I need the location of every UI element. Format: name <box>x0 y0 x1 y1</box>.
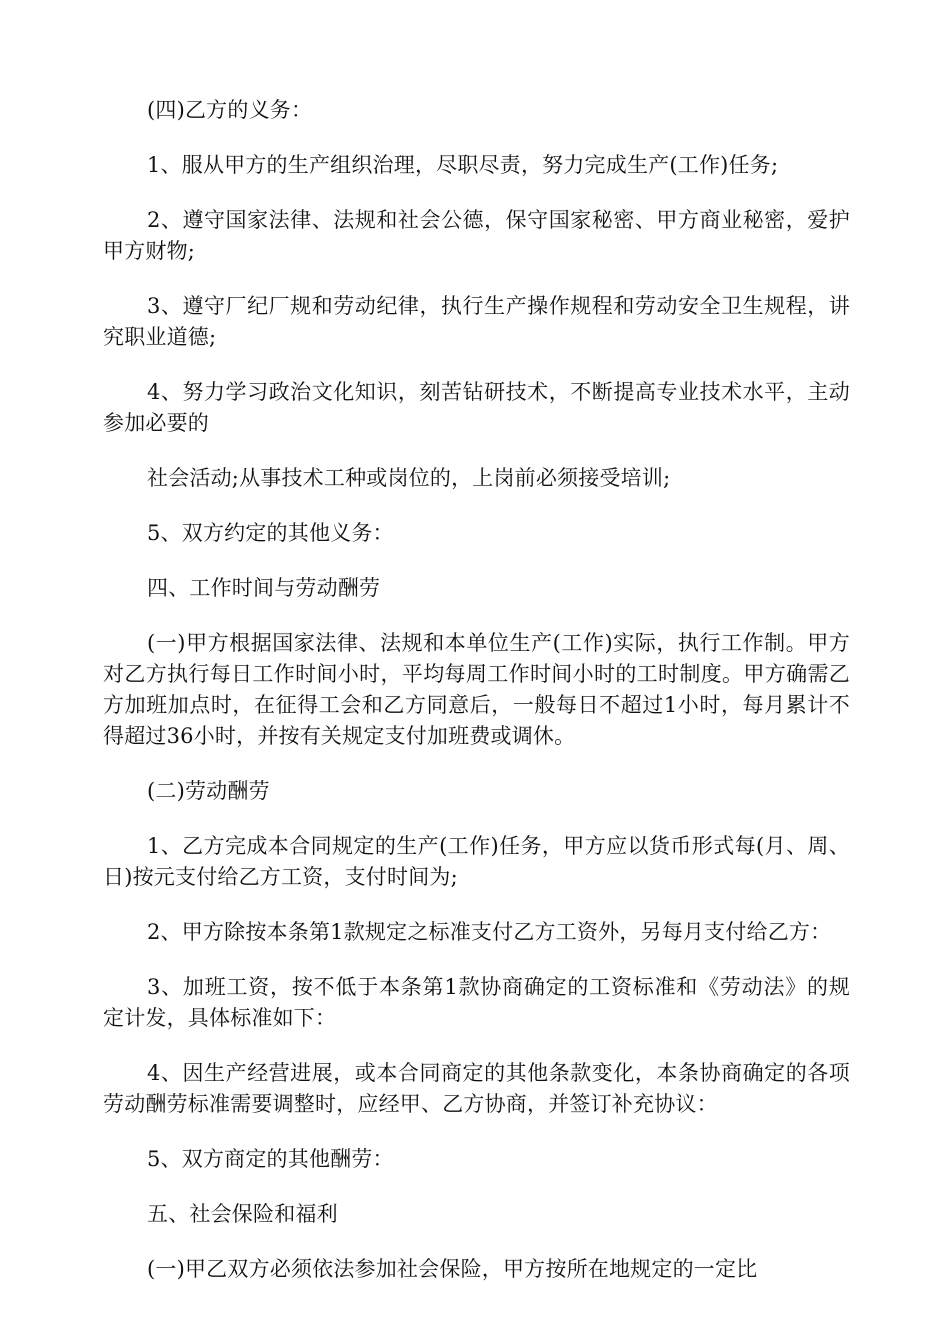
paragraph-yifang-obligations-heading: (四)乙方的义务： <box>147 98 313 122</box>
paragraph-social-insurance-1: (一)甲乙双方必须依法参加社会保险，甲方按所在地规定的一定比 <box>147 1257 758 1281</box>
document-page <box>103 95 850 1309</box>
paragraph-work-time: (一)甲方根据国家法律、法规和本单位生产(工作)实际，执行工作制。甲方对乙方执行每日工作时间小时，平均每周工作时间小时的工时制度。甲方确需乙方加班加点时，在征得工会和乙方同意后，一般每日不超过1小时，每月累计不得超过36小时，并按有关规定支付加班费或调休。 <box>103 631 850 748</box>
paragraph-pay-2: 2、甲方除按本条第1款规定之标准支付乙方工资外，另每月支付给乙方： <box>147 920 832 944</box>
subheading-labor-pay: (二)劳动酬劳 <box>147 779 270 803</box>
paragraph-obligation-2: 2、遵守国家法律、法规和社会公德，保守国家秘密、甲方商业秘密，爱护甲方财物; <box>103 208 850 263</box>
paragraph-obligation-3: 3、遵守厂纪厂规和劳动纪律，执行生产操作规程和劳动安全卫生规程，讲究职业道德; <box>103 294 850 349</box>
section-heading-social-insurance: 五、社会保险和福利 <box>147 1202 338 1226</box>
paragraph-obligation-5: 5、双方约定的其他义务： <box>147 521 394 545</box>
paragraph-obligation-4-continued: 社会活动;从事技术工种或岗位的，上岗前必须接受培训; <box>147 466 671 490</box>
paragraph-pay-1: 1、乙方完成本合同规定的生产(工作)任务，甲方应以货币形式每(月、周、日)按元支付给乙方工资，支付时间为; <box>103 834 850 889</box>
paragraph-pay-5: 5、双方商定的其他酬劳： <box>147 1147 394 1171</box>
paragraph-obligation-1: 1、服从甲方的生产组织治理，尽职尽责，努力完成生产(工作)任务; <box>147 153 779 177</box>
paragraph-obligation-4: 4、努力学习政治文化知识，刻苦钻研技术，不断提高专业技术水平，主动参加必要的 <box>103 380 850 435</box>
paragraph-pay-4: 4、因生产经营进展，或本合同商定的其他条款变化，本条协商确定的各项劳动酬劳标准需要调整时，应经甲、乙方协商，并签订补充协议： <box>103 1061 850 1116</box>
section-heading-work-time-pay: 四、工作时间与劳动酬劳 <box>147 576 381 600</box>
paragraph-pay-3: 3、加班工资，按不低于本条第1款协商确定的工资标准和《劳动法》的规定计发，具体标准如下： <box>103 975 850 1030</box>
